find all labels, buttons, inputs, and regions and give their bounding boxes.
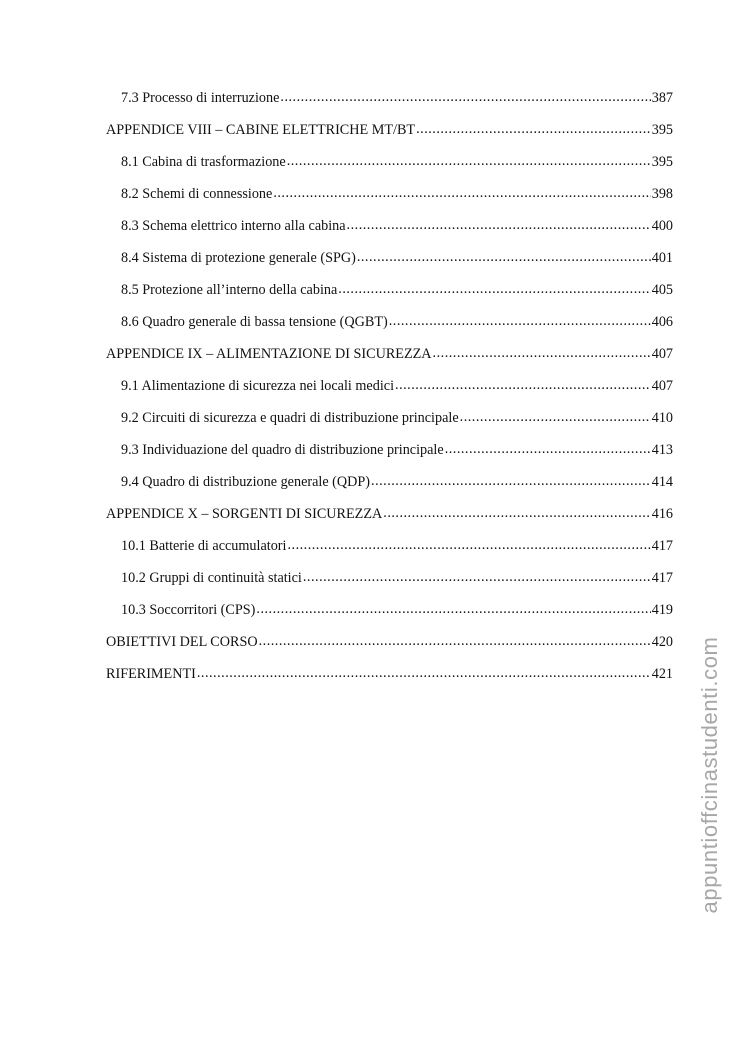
toc-entry-page: 407	[651, 346, 673, 362]
dot-leader	[256, 597, 650, 621]
toc-entry[interactable]	[106, 278, 673, 310]
toc-entry[interactable]	[106, 470, 673, 502]
watermark	[695, 610, 725, 940]
dot-leader	[287, 533, 650, 557]
toc-entry-label: 9.3 Individuazione del quadro di distribuzione principale	[121, 442, 444, 458]
toc-entry-page: 410	[651, 410, 673, 426]
toc-entry[interactable]	[106, 86, 673, 118]
dot-leader	[433, 341, 651, 365]
toc-entry-label: APPENDICE IX – ALIMENTAZIONE DI SICUREZZA	[106, 346, 432, 362]
dot-leader	[383, 501, 650, 525]
toc-entry-label: 9.2 Circuiti di sicurezza e quadri di distribuzione principale	[121, 410, 459, 426]
dot-leader	[273, 181, 650, 205]
toc-entry[interactable]	[106, 438, 673, 470]
toc-entry-page: 416	[651, 506, 673, 522]
toc-entry-label: 10.2 Gruppi di continuità statici	[121, 570, 302, 586]
toc-entry-page: 406	[651, 314, 673, 330]
toc-entry-label: 9.4 Quadro di distribuzione generale (QDP)	[121, 474, 371, 490]
toc-entry[interactable]	[106, 630, 673, 662]
toc-entry-page: 401	[651, 250, 673, 266]
dot-leader	[357, 245, 651, 269]
toc-entry-page: 387	[651, 90, 673, 106]
dot-leader	[303, 565, 651, 589]
toc-entry-label: 8.5 Protezione all’interno della cabina	[121, 282, 338, 298]
toc-entry-label: 8.6 Quadro generale di bassa tensione (QGBT)	[121, 314, 388, 330]
toc-entry[interactable]	[106, 406, 673, 438]
toc-entry-page: 419	[651, 602, 673, 618]
toc-entry[interactable]	[106, 534, 673, 566]
toc-entry[interactable]	[106, 214, 673, 246]
dot-leader	[389, 309, 651, 333]
toc-entry-label: OBIETTIVI DEL CORSO	[106, 634, 258, 650]
toc-entry[interactable]	[106, 662, 673, 694]
dot-leader	[460, 405, 651, 429]
toc-entry-label: 8.3 Schema elettrico interno alla cabina	[121, 218, 346, 234]
toc-entry-label: 7.3 Processo di interruzione	[121, 90, 280, 106]
dot-leader	[287, 149, 651, 173]
toc-entry[interactable]	[106, 374, 673, 406]
toc-entry-label: 8.1 Cabina di trasformazione	[121, 154, 286, 170]
toc-entry-page: 400	[651, 218, 673, 234]
toc-entry-page: 420	[651, 634, 673, 650]
dot-leader	[416, 117, 651, 141]
dot-leader	[347, 213, 651, 237]
toc-entry-label: APPENDICE VIII – CABINE ELETTRICHE MT/BT	[106, 122, 416, 138]
toc-entry[interactable]	[106, 310, 673, 342]
toc-entry-page: 395	[651, 122, 673, 138]
toc-entry[interactable]	[106, 118, 673, 150]
toc-entry[interactable]	[106, 150, 673, 182]
dot-leader	[445, 437, 651, 461]
toc-entry-label: APPENDICE X – SORGENTI DI SICUREZZA	[106, 506, 383, 522]
toc-entry-label: 9.1 Alimentazione di sicurezza nei locali medici	[121, 378, 395, 394]
toc-entry-page: 407	[651, 378, 673, 394]
dot-leader	[395, 373, 651, 397]
dot-leader	[338, 277, 650, 301]
toc-entry-page: 417	[651, 570, 673, 586]
toc-entry-label: 10.1 Batterie di accumulatori	[121, 538, 287, 554]
toc-entry[interactable]	[106, 502, 673, 534]
watermark-text: appuntioffcinastudenti.com	[697, 636, 722, 914]
toc-entry-label: 8.2 Schemi di connessione	[121, 186, 273, 202]
toc-entry[interactable]	[106, 598, 673, 630]
toc-entry-page: 414	[651, 474, 673, 490]
toc-entry-page: 395	[651, 154, 673, 170]
toc-entry-label: 8.4 Sistema di protezione generale (SPG)	[121, 250, 356, 266]
toc-entry-page: 421	[651, 666, 673, 682]
toc-entry-label: RIFERIMENTI	[106, 666, 196, 682]
toc-entry-page: 417	[651, 538, 673, 554]
dot-leader	[371, 469, 651, 493]
toc-entry-page: 398	[651, 186, 673, 202]
dot-leader	[280, 85, 650, 109]
toc-entry[interactable]	[106, 182, 673, 214]
toc-entry[interactable]	[106, 246, 673, 278]
table-of-contents	[106, 86, 673, 694]
toc-entry-page: 413	[651, 442, 673, 458]
dot-leader	[197, 661, 651, 685]
dot-leader	[259, 629, 651, 653]
toc-entry-page: 405	[651, 282, 673, 298]
toc-entry[interactable]	[106, 342, 673, 374]
toc-entry[interactable]	[106, 566, 673, 598]
toc-entry-label: 10.3 Soccorritori (CPS)	[121, 602, 256, 618]
